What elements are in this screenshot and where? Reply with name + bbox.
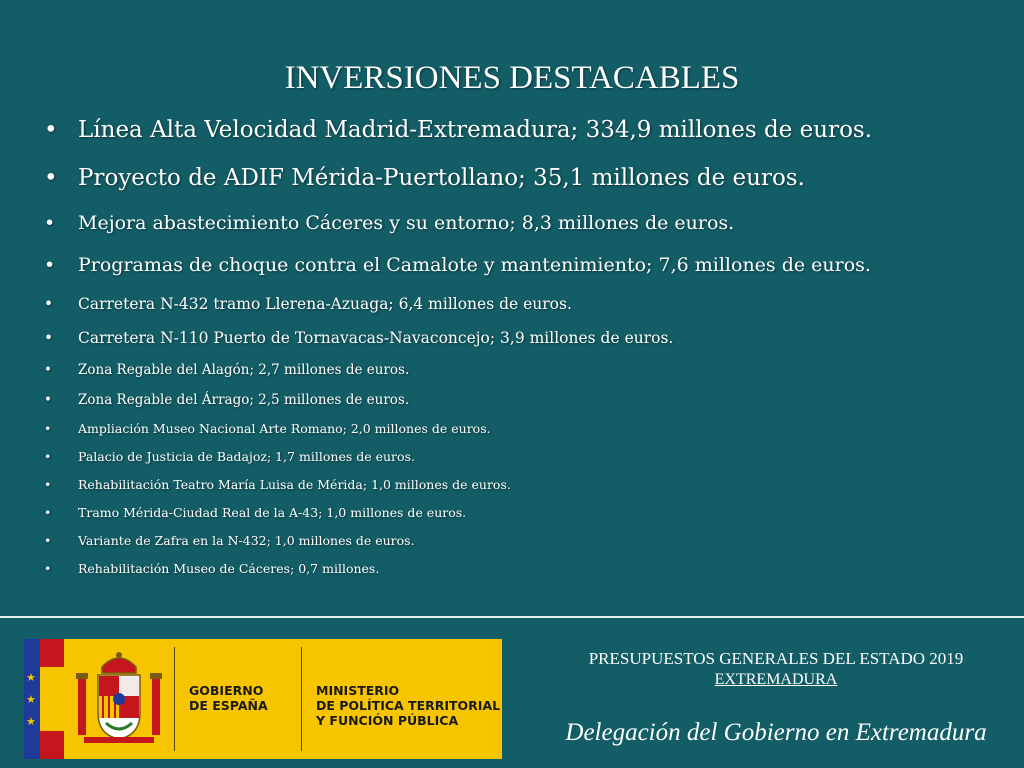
list-item: • Tramo Mérida-Ciudad Real de la A-43; 1,0 millones de euros. [44,504,1004,532]
list-item: • Rehabilitación Teatro María Luisa de Mérida; 1,0 millones de euros. [44,476,1004,504]
star-icon: ★ [26,693,36,706]
investment-list [44,112,1004,588]
government-logo [24,639,502,759]
delegacion-label: Delegación del Gobierno en Extremadura [565,719,987,746]
slide-title: INVERSIONES DESTACABLES [284,60,740,96]
list-item: • Mejora abastecimiento Cáceres y su entorno; 8,3 millones de euros. [44,208,1004,250]
footer-divider [0,616,1024,618]
list-item: • Rehabilitación Museo de Cáceres; 0,7 millones. [44,560,1004,588]
spain-flag [40,639,64,759]
list-item: • Carretera N-110 Puerto de Tornavacas-Navaconcejo; 3,9 millones de euros. [44,326,1004,360]
ministerio-label: MINISTERIO DE POLÍTICA TERRITORIAL Y FUNCIÓN PÚBLICA [316,683,501,728]
coat-of-arms-icon [64,639,174,759]
list-item: • Proyecto de ADIF Mérida-Puertollano; 35,1 millones de euros. [44,160,1004,208]
presupuestos-label: PRESUPUESTOS GENERALES DEL ESTADO 2019 [588,649,964,668]
list-item: • Zona Regable del Árrago; 2,5 millones de euros. [44,390,1004,420]
list-item: • Carretera N-432 tramo Llerena-Azuaga; 6,4 millones de euros. [44,292,1004,326]
footer-heading [528,648,1024,690]
list-item: • Zona Regable del Alagón; 2,7 millones de euros. [44,360,1004,390]
region-label: EXTREMADURA [714,671,838,688]
flag-strip [24,639,64,759]
gobierno-label: GOBIERNO DE ESPAÑA [189,683,268,713]
list-item: • Línea Alta Velocidad Madrid-Extremadura; 334,9 millones de euros. [44,112,1004,160]
list-item: • Palacio de Justicia de Badajoz; 1,7 millones de euros. [44,448,1004,476]
star-icon: ★ [26,715,36,728]
list-item: • Variante de Zafra en la N-432; 1,0 millones de euros. [44,532,1004,560]
list-item: • Ampliación Museo Nacional Arte Romano; 2,0 millones de euros. [44,420,1004,448]
eu-stars [24,639,40,759]
list-item: • Programas de choque contra el Camalote y mantenimiento; 7,6 millones de euros. [44,250,1004,292]
star-icon: ★ [26,671,36,684]
